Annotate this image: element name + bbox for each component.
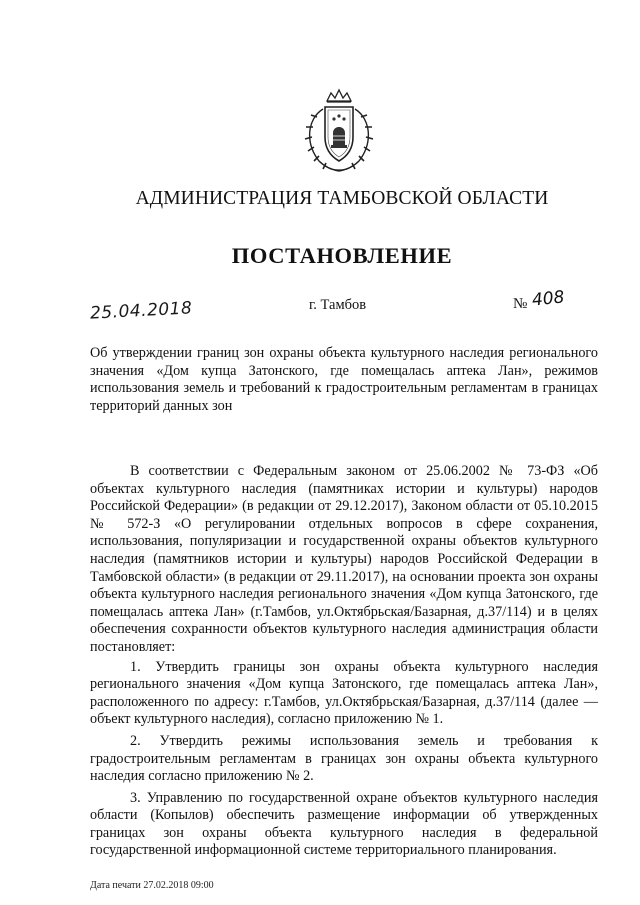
clause-2-paragraph: 2. Утвердить режимы использования земель и требования к градостроительным регламентам в границах зон охраны объекта культурного наследия согласно приложению № 2. bbox=[90, 732, 598, 785]
document-subject: Об утверждении границ зон охраны объекта культурного наследия регионального значения «Дом купца Затонского, где помещалась аптека Лан», режимов использования земель и требований к градостроительным регламентам в границах территорий данных зон bbox=[90, 345, 598, 414]
clause-3-paragraph: 3. Управлению по государственной охране объектов культурного наследия области (Копылов) обеспечить размещение информации об утвержденных границах зон охраны объекта культурного наследия в федеральной государственной информационной системе территориального планирования. bbox=[90, 789, 598, 859]
coat-of-arms-icon bbox=[297, 87, 381, 173]
document-body bbox=[90, 463, 598, 864]
preamble-paragraph: В соответствии с Федеральным законом от 25.06.2002 № 73-ФЗ «Об объектах культурного наследия (памятниках истории и культуры) народов Российской Федерации» (в редакции от 29.12.2017), Законом области от 05.10.2015 № 572-З «О регулировании отдельных вопросов в сфере сохранения, использования, популяризации и государственной охраны объектов культурного наследия (памятников истории и культуры) народов Российской Федерации в Тамбовской области» (в редакции от 29.11.2017), на основании проекта зон охраны объекта культурного наследия регионального значения «Дом купца Затонского, где помещалась аптека Лан» (г.Тамбов, ул.Октябрьская/Базарная, д.37/114) и в целях обеспечения сохранности объектов культурного наследия администрация области постановляет: bbox=[90, 463, 598, 655]
clause-1-paragraph: 1. Утвердить границы зон охраны объекта культурного наследия регионального значения «Дом купца Затонского, где помещалась аптека Лан», расположенного по адресу: г.Тамбов, ул.Октябрьская/Базарная, д.37/114 (далее — объект культурного наследия), согласно приложению № 1. bbox=[90, 658, 598, 728]
number-label: № bbox=[513, 296, 528, 312]
organization-title: АДМИНИСТРАЦИЯ ТАМБОВСКОЙ ОБЛАСТИ bbox=[135, 188, 549, 209]
city-label: г. Тамбов bbox=[309, 297, 367, 313]
document-type-title: ПОСТАНОВЛЕНИЕ bbox=[231, 243, 453, 268]
print-date-footer: Дата печати 27.02.2018 09:00 bbox=[90, 880, 214, 891]
handwritten-number: 408 bbox=[531, 287, 566, 311]
handwritten-date: 25.04.2018 bbox=[89, 298, 193, 324]
